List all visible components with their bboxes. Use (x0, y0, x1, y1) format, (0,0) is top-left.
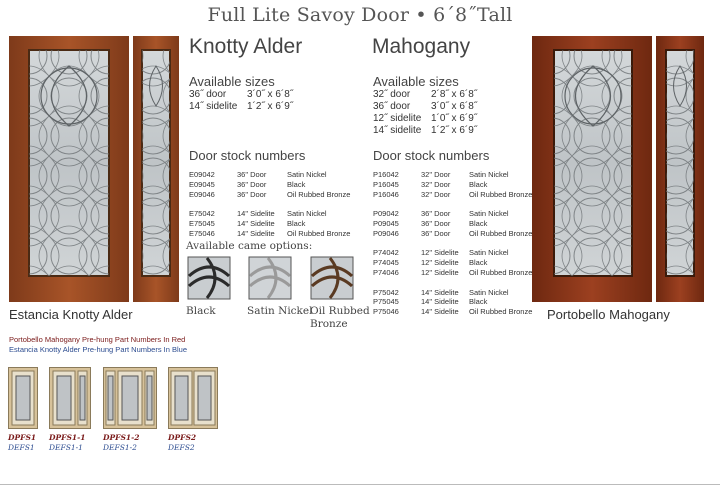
mahogany-stock-table (373, 170, 532, 317)
came-oil-rubbed-bronze-label: Oil Rubbed Bronze (310, 305, 370, 330)
alder-heading: Knotty Alder (189, 35, 303, 58)
mahogany-heading: Mahogany (372, 35, 471, 58)
stock-row: E75046 14" Sidelite Oil Rubbed Bronze (189, 228, 351, 238)
prehung-label-blue: DEFS1-2 (103, 443, 137, 452)
came-options-heading: Available came options: (186, 240, 313, 252)
alder-caption: Estancia Knotty Alder (9, 307, 133, 322)
prehung-label-blue: DEFS1-1 (49, 443, 83, 452)
prehung-label-red: DPFS1-1 (49, 433, 86, 442)
mahogany-sidelite-image (656, 36, 704, 302)
alder-stock-heading: Door stock numbers (189, 148, 306, 163)
came-satin-nickel-swatch (248, 256, 292, 300)
page-title: Full Lite Savoy Door • 6´8˝Tall (207, 4, 513, 26)
stock-row: P16042 32" Door Satin Nickel (373, 170, 509, 179)
alder-door-image (9, 36, 129, 302)
stock-row: P16045 32" Door Black (373, 179, 488, 189)
stock-row: P75045 14" Sidelite Black (373, 297, 488, 307)
prehung-note-blue: Estancia Knotty Alder Pre-hung Part Numbers In Blue (9, 345, 188, 354)
stock-row: P09045 36" Door Black (373, 218, 488, 228)
came-satin-nickel-label: Satin Nickel (247, 305, 313, 317)
prehung-dpfs1-image (8, 367, 38, 429)
stock-row: E09042 36" Door Satin Nickel (189, 170, 327, 179)
stock-row: P09042 36" Door Satin Nickel (373, 209, 509, 219)
mahogany-sizes-list (373, 89, 477, 137)
prehung-note-red: Portobello Mahogany Pre-hung Part Numbers In Red (9, 335, 186, 344)
came-black-label: Black (186, 305, 216, 317)
size-row: 36˝ door 3´0˝ x 6´8˝ (373, 101, 478, 112)
footer-divider (0, 484, 720, 485)
prehung-dpfs1-1-image (49, 367, 91, 429)
stock-row: P74042 12" Sidelite Satin Nickel (373, 248, 509, 258)
mahogany-door-image (532, 36, 652, 302)
alder-sizes-list (189, 89, 293, 113)
stock-row: P74046 12" Sidelite Oil Rubbed Bronze (373, 267, 533, 277)
mahogany-sizes-heading: Available sizes (373, 74, 459, 89)
stock-row: P16046 32" Door Oil Rubbed Bronze (373, 189, 533, 199)
prehung-label-blue: DEFS1 (8, 443, 35, 452)
alder-sidelite-image (133, 36, 179, 302)
stock-row: P75042 14" Sidelite Satin Nickel (373, 287, 509, 297)
stock-row: P09046 36" Door Oil Rubbed Bronze (373, 228, 533, 238)
came-oil-rubbed-bronze-swatch (310, 256, 354, 300)
size-row: 14˝ sidelite 1´2˝ x 6´9˝ (189, 101, 294, 112)
stock-row: E75045 14" Sidelite Black (189, 218, 306, 228)
alder-stock-table (189, 170, 350, 239)
prehung-label-red: DPFS2 (168, 433, 197, 442)
prehung-label-blue: DEFS2 (168, 443, 195, 452)
prehung-dpfs1-2-image (103, 367, 157, 429)
size-row: 36˝ door 3´0˝ x 6´8˝ (189, 89, 294, 100)
stock-row: E09045 36" Door Black (189, 179, 306, 189)
prehung-dpfs2-image (168, 367, 218, 429)
prehung-label-red: DPFS1 (8, 433, 37, 442)
came-black-swatch (187, 256, 231, 300)
stock-row: E75042 14" Sidelite Satin Nickel (189, 209, 327, 219)
size-row: 12˝ sidelite 1´0˝ x 6´9˝ (373, 113, 478, 124)
size-row: 32˝ door 2´8˝ x 6´8˝ (373, 89, 478, 100)
stock-row: P74045 12" Sidelite Black (373, 258, 488, 268)
alder-sizes-heading: Available sizes (189, 74, 275, 89)
prehung-label-red: DPFS1-2 (103, 433, 140, 442)
mahogany-stock-heading: Door stock numbers (373, 148, 490, 163)
size-row: 14˝ sidelite 1´2˝ x 6´9˝ (373, 125, 478, 136)
mahogany-caption: Portobello Mahogany (547, 307, 670, 322)
stock-row: P75046 14" Sidelite Oil Rubbed Bronze (373, 307, 533, 317)
stock-row: E09046 36" Door Oil Rubbed Bronze (189, 189, 351, 199)
